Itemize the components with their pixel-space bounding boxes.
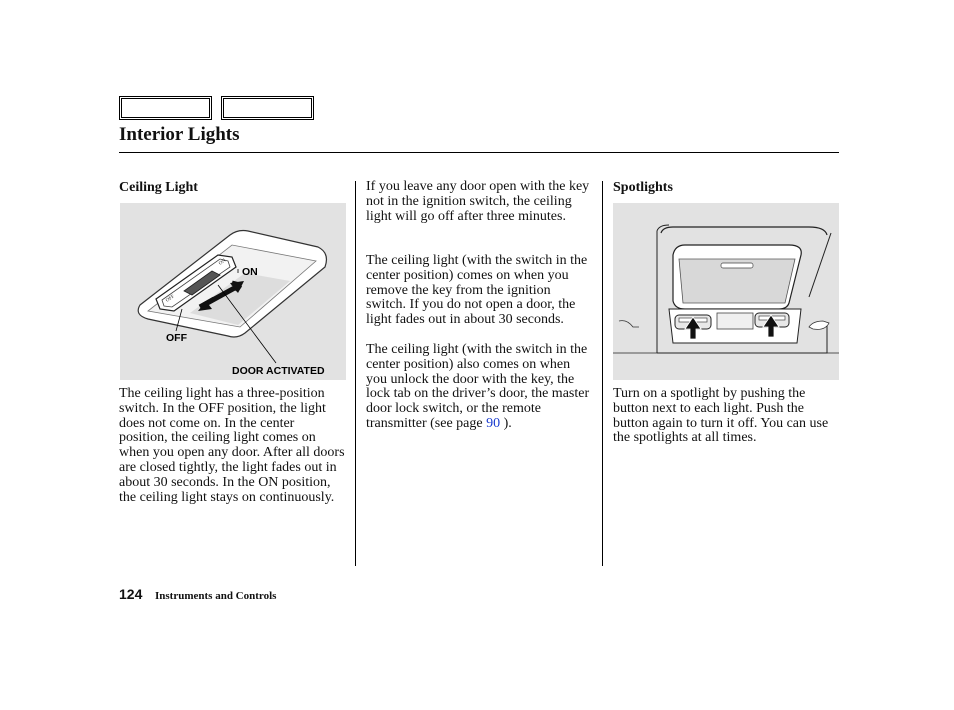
ceiling-light-description: The ceiling light has a three-position switch. In the OFF position, the light does not come on. In the center position, the ceiling light comes on when you open any door. After all doors are closed tightly, the light fades out in about 30 seconds. In the ON position, the ceiling light stays on continuously. bbox=[119, 386, 345, 505]
page-title: Interior Lights bbox=[119, 124, 240, 145]
spotlights-figure bbox=[613, 203, 839, 380]
spotlights-description: Turn on a spotlight by pushing the button next to each light. Push the button again to turn it off. You can use the spotlights at all times. bbox=[613, 386, 829, 446]
title-rule bbox=[119, 152, 839, 153]
column-divider bbox=[602, 181, 603, 566]
svg-text:OFF: OFF bbox=[165, 294, 176, 304]
ignition-key-paragraph: The ceiling light (with the switch in the center position) comes on when you remove the key from the ignition switch. If you do not open a door, the light fades out in about 30 seconds. bbox=[366, 253, 588, 328]
section-name: Instruments and Controls bbox=[155, 590, 277, 602]
column-divider bbox=[355, 181, 356, 566]
ceiling-light-figure bbox=[120, 203, 346, 380]
spotlights-heading: Spotlights bbox=[613, 180, 673, 195]
nav-button-previous[interactable] bbox=[119, 96, 212, 120]
callout-off: OFF bbox=[166, 332, 187, 344]
unlock-text: The ceiling light (with the switch in the center position) also comes on when you unlock the door with the key, the lock tab on the driver’s door, the master door lock switch, or the remote transmitter (see page bbox=[366, 342, 590, 431]
callout-door-activated: DOOR ACTIVATED bbox=[232, 365, 325, 377]
page-link[interactable]: 90 bbox=[486, 415, 501, 431]
page-number: 124 bbox=[119, 586, 143, 602]
nav-button-next[interactable] bbox=[221, 96, 314, 120]
unlock-text-end: ). bbox=[500, 415, 512, 431]
svg-text:ON: ON bbox=[218, 258, 228, 267]
ceiling-light-heading: Ceiling Light bbox=[119, 180, 198, 195]
callout-on: ON bbox=[242, 266, 258, 278]
door-open-paragraph: If you leave any door open with the key not in the ignition switch, the ceiling light will go off after three minutes. bbox=[366, 179, 590, 224]
unlock-paragraph bbox=[366, 343, 594, 432]
